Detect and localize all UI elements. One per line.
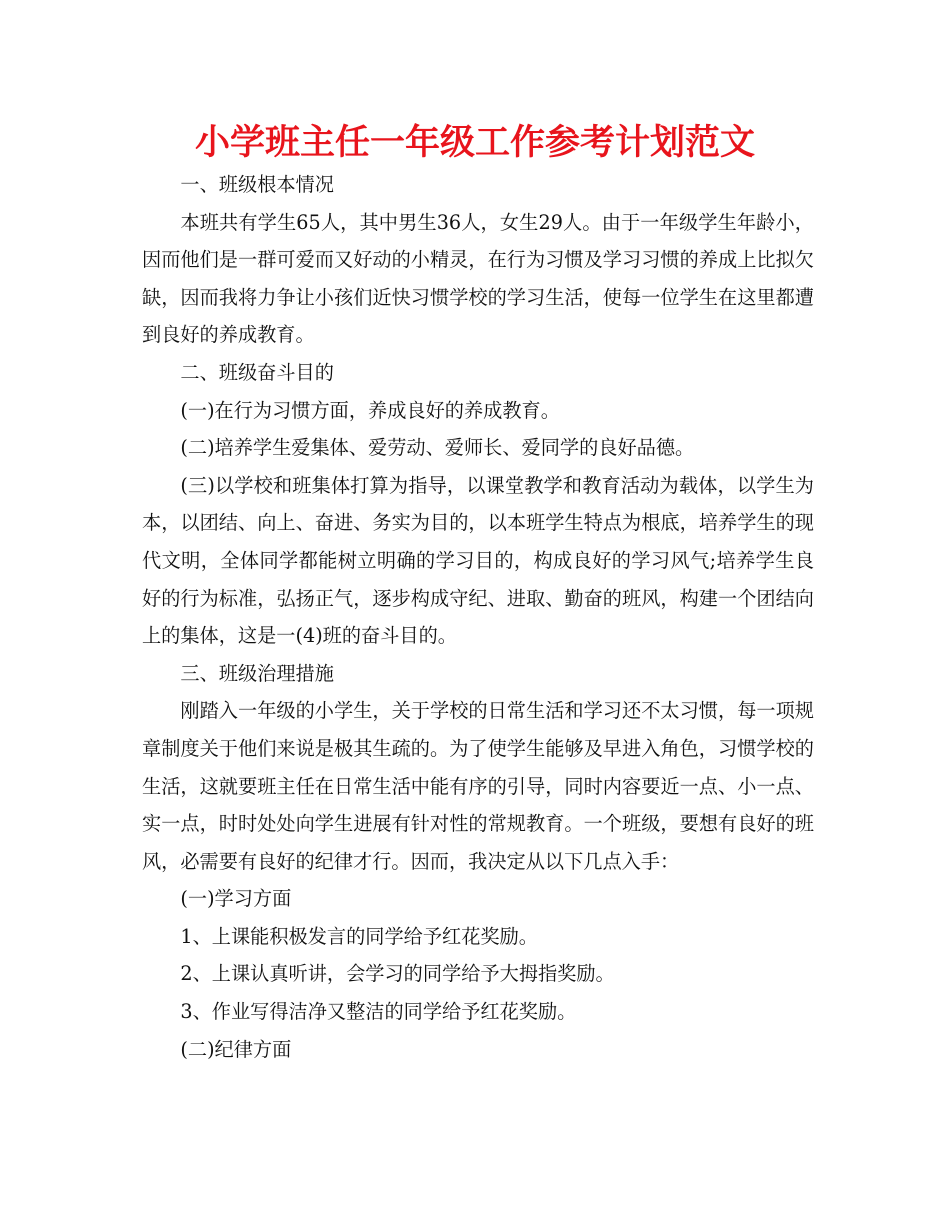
goal-item-3: (三)以学校和班集体打算为指导，以课堂教学和教育活动为载体，以学生为本，以团结、向上、奋进、务实为目的，以本班学生特点为根底，培养学生的现代文明，全体同学都能树立明确的学习目的，构成良好的学习风气;培养学生良好的行为标准，弘扬正气，逐步构成守纪、进取、勤奋的班风，构建一个团结向上的集体，这是一(4)班的奋斗目的。 bbox=[142, 473, 814, 648]
list-item: 2、上课认真听讲，会学习的同学给予大拇指奖励。 bbox=[180, 962, 615, 986]
goal-item-2: (二)培养学生爱集体、爱劳动、爱师长、爱同学的良好品德。 bbox=[180, 436, 695, 460]
paragraph-class-overview: 本班共有学生65人，其中男生36人，女生29人。由于一年级学生年龄小，因而他们是一群可爱而又好动的小精灵，在行为习惯及学习习惯的养成上比拟欠缺，因而我将力争让小孩们近快习惯学校的学习生活，使每一位学生在这里都遭到良好的养成教育。 bbox=[142, 210, 814, 347]
section-heading-basic-situation: 一、班级根本情况 bbox=[180, 173, 334, 196]
section-heading-goals: 二、班级奋斗目的 bbox=[180, 360, 334, 384]
section-heading-measures: 三、班级治理措施 bbox=[180, 661, 334, 685]
list-item: 3、作业写得洁净又整洁的同学给予红花奖励。 bbox=[180, 1000, 577, 1024]
document-body bbox=[142, 166, 814, 1068]
paragraph-measures-intro: 刚踏入一年级的小学生，关于学校的日常生活和学习还不太习惯，每一项规章制度关于他们来说是极其生疏的。为了使学生能够及早进入角色，习惯学校的生活，这就要班主任在日常生活中能有序的引导，同时内容要近一点、小一点、实一点，时时处处向学生进展有针对性的常规教育。一个班级，要想有良好的班风，必需要有良好的纪律才行。因而，我决定从以下几点入手： bbox=[142, 699, 814, 873]
document-title: 小学班主任一年级工作参考计划范文 bbox=[194, 123, 755, 163]
goal-item-1: (一)在行为习惯方面，养成良好的养成教育。 bbox=[180, 398, 560, 422]
list-item: 1、上课能积极发言的同学给予红花奖励。 bbox=[180, 924, 538, 948]
subsection-heading-study: (一)学习方面 bbox=[180, 887, 292, 911]
subsection-heading-discipline: (二)纪律方面 bbox=[180, 1037, 292, 1061]
